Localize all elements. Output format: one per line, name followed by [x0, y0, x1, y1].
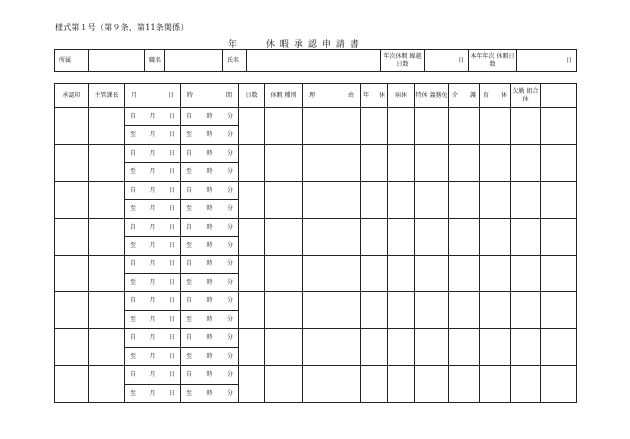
days-cell[interactable]: [239, 255, 265, 292]
hour-label: 時: [206, 297, 213, 305]
to-marker: 至: [130, 205, 137, 213]
month-label: 月: [149, 223, 156, 231]
header-childcare-left: 育: [483, 91, 490, 99]
care-leave-cell[interactable]: [449, 255, 480, 292]
absence-cell[interactable]: [511, 144, 541, 181]
header-time-right: 間: [225, 91, 232, 99]
applicant-info-table: [54, 49, 577, 72]
to-marker: 至: [186, 278, 193, 286]
approval-seal-cell[interactable]: [55, 255, 89, 292]
to-time-field[interactable]: [181, 347, 239, 365]
special-leave-cell[interactable]: [415, 366, 449, 403]
absence-cell[interactable]: [511, 329, 541, 366]
to-time-field[interactable]: [181, 237, 239, 255]
care-leave-cell[interactable]: [449, 292, 480, 329]
to-marker: 至: [186, 389, 193, 397]
leave-type-cell[interactable]: [265, 366, 303, 403]
minute-label: 分: [226, 278, 233, 286]
supervisor-cell[interactable]: [89, 144, 125, 181]
supervisor-cell[interactable]: [89, 292, 125, 329]
childcare-leave-cell[interactable]: [480, 366, 511, 403]
reason-cell[interactable]: [303, 329, 361, 366]
from-marker: 自: [130, 297, 137, 305]
header-days: 日数: [239, 84, 265, 108]
from-marker: 自: [186, 371, 193, 379]
department-field[interactable]: [89, 50, 145, 72]
from-time-field[interactable]: [181, 292, 239, 310]
from-marker: 自: [186, 223, 193, 231]
table-row: [55, 255, 577, 273]
day-label: 日: [168, 242, 175, 250]
supervisor-cell[interactable]: [89, 108, 125, 145]
header-annual-leave: [361, 84, 388, 108]
from-time-field[interactable]: [181, 108, 239, 126]
header-date: [125, 84, 181, 108]
care-leave-cell[interactable]: [449, 108, 480, 145]
special-leave-cell[interactable]: [415, 181, 449, 218]
approval-seal-cell[interactable]: [55, 108, 89, 145]
extra-cell[interactable]: [541, 181, 577, 218]
hour-label: 時: [206, 371, 213, 379]
position-label: 職名: [145, 50, 165, 72]
from-date-field[interactable]: [125, 366, 181, 384]
header-extra: [541, 84, 577, 108]
from-marker: 自: [186, 334, 193, 342]
hour-label: 時: [206, 334, 213, 342]
name-field[interactable]: [247, 50, 381, 72]
header-supervisor: 主管課長: [89, 84, 125, 108]
minute-label: 分: [226, 223, 233, 231]
day-label: 日: [168, 149, 175, 157]
day-label: 日: [168, 315, 175, 323]
header-month: 月: [131, 91, 138, 99]
table-row: [55, 108, 577, 126]
absence-cell[interactable]: [511, 108, 541, 145]
day-label: 日: [168, 186, 175, 194]
sick-leave-cell[interactable]: [388, 366, 415, 403]
to-date-field[interactable]: [125, 273, 181, 291]
day-label: 日: [168, 352, 175, 360]
from-marker: 自: [186, 149, 193, 157]
leave-type-cell[interactable]: [265, 218, 303, 255]
day-label: 日: [168, 297, 175, 305]
hour-label: 時: [206, 223, 213, 231]
header-childcare-right: 休: [500, 91, 507, 99]
supervisor-cell[interactable]: [89, 181, 125, 218]
header-care-right: 護: [469, 91, 476, 99]
from-marker: 自: [130, 186, 137, 194]
leave-type-cell[interactable]: [265, 108, 303, 145]
sick-leave-cell[interactable]: [388, 292, 415, 329]
from-marker: 自: [186, 260, 193, 268]
month-label: 月: [149, 112, 156, 120]
care-leave-cell[interactable]: [449, 218, 480, 255]
childcare-leave-cell[interactable]: [480, 329, 511, 366]
annual-leave-cell[interactable]: [361, 329, 388, 366]
from-time-field[interactable]: [181, 329, 239, 347]
from-date-field[interactable]: [125, 255, 181, 273]
name-label: 氏名: [223, 50, 247, 72]
minute-label: 分: [226, 315, 233, 323]
approval-seal-cell[interactable]: [55, 181, 89, 218]
day-label: 日: [168, 205, 175, 213]
extra-cell[interactable]: [541, 366, 577, 403]
header-annual-left: 年: [363, 91, 370, 99]
header-special-leave: 特休 義務免: [415, 84, 449, 108]
reason-cell[interactable]: [303, 292, 361, 329]
hour-label: 時: [206, 315, 213, 323]
approval-seal-cell[interactable]: [55, 366, 89, 403]
to-time-field[interactable]: [181, 126, 239, 144]
sick-leave-cell[interactable]: [388, 144, 415, 181]
special-leave-cell[interactable]: [415, 329, 449, 366]
days-cell[interactable]: [239, 144, 265, 181]
leave-type-cell[interactable]: [265, 292, 303, 329]
extra-cell[interactable]: [541, 292, 577, 329]
childcare-leave-cell[interactable]: [480, 255, 511, 292]
from-date-field[interactable]: [125, 181, 181, 199]
month-label: 月: [149, 186, 156, 194]
to-time-field[interactable]: [181, 273, 239, 291]
to-marker: 至: [186, 315, 193, 323]
minute-label: 分: [226, 112, 233, 120]
table-row: [55, 366, 577, 384]
current-leave-label: 本年年次 休暇日数: [469, 50, 517, 72]
leave-entries: [55, 108, 577, 403]
month-label: 月: [149, 131, 156, 139]
absence-cell[interactable]: [511, 366, 541, 403]
month-label: 月: [149, 278, 156, 286]
to-marker: 至: [186, 205, 193, 213]
leave-type-cell[interactable]: [265, 329, 303, 366]
to-marker: 至: [186, 131, 193, 139]
from-marker: 自: [130, 149, 137, 157]
to-date-field[interactable]: [125, 310, 181, 328]
extra-cell[interactable]: [541, 255, 577, 292]
current-leave-days-field[interactable]: 日: [517, 50, 577, 72]
from-date-field[interactable]: [125, 292, 181, 310]
from-time-field[interactable]: [181, 144, 239, 162]
month-label: 月: [149, 149, 156, 157]
month-label: 月: [149, 260, 156, 268]
minute-label: 分: [226, 205, 233, 213]
from-date-field[interactable]: [125, 108, 181, 126]
leave-type-cell[interactable]: [265, 144, 303, 181]
minute-label: 分: [226, 297, 233, 305]
leave-type-cell[interactable]: [265, 255, 303, 292]
sick-leave-cell[interactable]: [388, 329, 415, 366]
sick-leave-cell[interactable]: [388, 181, 415, 218]
from-marker: 自: [130, 112, 137, 120]
month-label: 月: [149, 352, 156, 360]
care-leave-cell[interactable]: [449, 144, 480, 181]
reason-cell[interactable]: [303, 366, 361, 403]
approval-seal-cell[interactable]: [55, 292, 89, 329]
table-row: [55, 218, 577, 236]
supervisor-cell[interactable]: [89, 218, 125, 255]
header-time-left: 時: [187, 91, 194, 99]
table-row: [55, 329, 577, 347]
reason-cell[interactable]: [303, 181, 361, 218]
month-label: 月: [149, 371, 156, 379]
absence-cell[interactable]: [511, 255, 541, 292]
to-time-field[interactable]: [181, 310, 239, 328]
to-marker: 至: [186, 352, 193, 360]
day-label: 日: [168, 371, 175, 379]
minute-label: 分: [226, 168, 233, 176]
header-leave-type: 休暇 種別: [265, 84, 303, 108]
to-marker: 至: [186, 242, 193, 250]
minute-label: 分: [226, 352, 233, 360]
table-row: [55, 181, 577, 199]
days-cell[interactable]: [239, 108, 265, 145]
annual-leave-cell[interactable]: [361, 181, 388, 218]
from-date-field[interactable]: [125, 218, 181, 236]
to-date-field[interactable]: [125, 384, 181, 402]
from-marker: 自: [130, 334, 137, 342]
header-absence: 欠勤 組合休: [511, 84, 541, 108]
childcare-leave-cell[interactable]: [480, 108, 511, 145]
hour-label: 時: [206, 278, 213, 286]
days-cell[interactable]: [239, 366, 265, 403]
special-leave-cell[interactable]: [415, 292, 449, 329]
from-marker: 自: [186, 112, 193, 120]
to-marker: 至: [130, 242, 137, 250]
extra-cell[interactable]: [541, 144, 577, 181]
childcare-leave-cell[interactable]: [480, 181, 511, 218]
minute-label: 分: [226, 131, 233, 139]
to-date-field[interactable]: [125, 237, 181, 255]
absence-cell[interactable]: [511, 292, 541, 329]
table-row: [55, 292, 577, 310]
to-marker: 至: [130, 315, 137, 323]
header-day: 日: [167, 91, 174, 99]
from-marker: 自: [186, 297, 193, 305]
minute-label: 分: [226, 260, 233, 268]
hour-label: 時: [206, 242, 213, 250]
hour-label: 時: [206, 389, 213, 397]
day-label: 日: [168, 334, 175, 342]
day-label: 日: [168, 389, 175, 397]
to-marker: 至: [130, 352, 137, 360]
hour-label: 時: [206, 352, 213, 360]
hour-label: 時: [206, 131, 213, 139]
reason-cell[interactable]: [303, 108, 361, 145]
header-sick-leave: 病休: [388, 84, 415, 108]
month-label: 月: [149, 168, 156, 176]
from-marker: 自: [130, 371, 137, 379]
header-childcare-leave: [480, 84, 511, 108]
to-date-field[interactable]: [125, 163, 181, 181]
sick-leave-cell[interactable]: [388, 255, 415, 292]
hour-label: 時: [206, 205, 213, 213]
to-marker: 至: [130, 389, 137, 397]
month-label: 月: [149, 205, 156, 213]
approval-seal-cell[interactable]: [55, 218, 89, 255]
header-reason-right: 由: [347, 91, 354, 99]
header-reason: [303, 84, 361, 108]
childcare-leave-cell[interactable]: [480, 144, 511, 181]
minute-label: 分: [226, 334, 233, 342]
header-reason-left: 理: [309, 91, 316, 99]
from-marker: 自: [130, 260, 137, 268]
form-number: 様式第１号（第９条、第11条関係）: [55, 23, 189, 32]
annual-leave-cell[interactable]: [361, 292, 388, 329]
day-label: 日: [168, 278, 175, 286]
to-marker: 至: [130, 131, 137, 139]
care-leave-cell[interactable]: [449, 366, 480, 403]
minute-label: 分: [226, 149, 233, 157]
minute-label: 分: [226, 371, 233, 379]
month-label: 月: [149, 389, 156, 397]
department-label: 所属: [55, 50, 89, 72]
from-marker: 自: [130, 223, 137, 231]
day-label: 日: [168, 112, 175, 120]
days-cell[interactable]: [239, 329, 265, 366]
special-leave-cell[interactable]: [415, 144, 449, 181]
title-year: 年: [228, 40, 238, 50]
from-time-field[interactable]: [181, 181, 239, 199]
header-annual-right: 休: [378, 91, 385, 99]
approval-seal-cell[interactable]: [55, 144, 89, 181]
annual-leave-cell[interactable]: [361, 255, 388, 292]
day-label: 日: [168, 260, 175, 268]
hour-label: 時: [206, 168, 213, 176]
special-leave-cell[interactable]: [415, 255, 449, 292]
to-time-field[interactable]: [181, 163, 239, 181]
approval-seal-cell[interactable]: [55, 329, 89, 366]
days-cell[interactable]: [239, 292, 265, 329]
hour-label: 時: [206, 149, 213, 157]
supervisor-cell[interactable]: [89, 366, 125, 403]
from-time-field[interactable]: [181, 218, 239, 236]
carryover-label: 年次休暇 繰越日数: [381, 50, 425, 72]
hour-label: 時: [206, 260, 213, 268]
carryover-days-field[interactable]: 日: [425, 50, 469, 72]
care-leave-cell[interactable]: [449, 329, 480, 366]
day-label: 日: [168, 223, 175, 231]
childcare-leave-cell[interactable]: [480, 292, 511, 329]
table-row: [55, 144, 577, 162]
reason-cell[interactable]: [303, 255, 361, 292]
minute-label: 分: [226, 242, 233, 250]
days-cell[interactable]: [239, 181, 265, 218]
from-time-field[interactable]: [181, 366, 239, 384]
leave-record-table: [54, 83, 577, 403]
extra-cell[interactable]: [541, 329, 577, 366]
supervisor-cell[interactable]: [89, 329, 125, 366]
minute-label: 分: [226, 186, 233, 194]
from-time-field[interactable]: [181, 255, 239, 273]
title-text: 休暇承認申請書: [265, 40, 364, 50]
sick-leave-cell[interactable]: [388, 218, 415, 255]
from-date-field[interactable]: [125, 144, 181, 162]
month-label: 月: [149, 315, 156, 323]
care-leave-cell[interactable]: [449, 181, 480, 218]
header-care-leave: [449, 84, 480, 108]
from-date-field[interactable]: [125, 329, 181, 347]
hour-label: 時: [206, 112, 213, 120]
from-marker: 自: [186, 186, 193, 194]
month-label: 月: [149, 334, 156, 342]
extra-cell[interactable]: [541, 108, 577, 145]
header-approval-seal: 承認印: [55, 84, 89, 108]
annual-leave-cell[interactable]: [361, 218, 388, 255]
header-care-left: 介: [452, 91, 459, 99]
supervisor-cell[interactable]: [89, 255, 125, 292]
position-field[interactable]: [165, 50, 223, 72]
to-marker: 至: [130, 278, 137, 286]
hour-label: 時: [206, 186, 213, 194]
annual-leave-cell[interactable]: [361, 108, 388, 145]
to-date-field[interactable]: [125, 126, 181, 144]
day-label: 日: [168, 131, 175, 139]
to-marker: 至: [186, 168, 193, 176]
special-leave-cell[interactable]: [415, 218, 449, 255]
absence-cell[interactable]: [511, 218, 541, 255]
absence-cell[interactable]: [511, 181, 541, 218]
reason-cell[interactable]: [303, 144, 361, 181]
month-label: 月: [149, 242, 156, 250]
leave-type-cell[interactable]: [265, 181, 303, 218]
annual-leave-cell[interactable]: [361, 366, 388, 403]
to-date-field[interactable]: [125, 200, 181, 218]
days-cell[interactable]: [239, 218, 265, 255]
special-leave-cell[interactable]: [415, 108, 449, 145]
childcare-leave-cell[interactable]: [480, 218, 511, 255]
to-date-field[interactable]: [125, 347, 181, 365]
extra-cell[interactable]: [541, 218, 577, 255]
to-time-field[interactable]: [181, 384, 239, 402]
month-label: 月: [149, 297, 156, 305]
header-time: [181, 84, 239, 108]
day-label: 日: [168, 168, 175, 176]
to-marker: 至: [130, 168, 137, 176]
annual-leave-cell[interactable]: [361, 144, 388, 181]
to-time-field[interactable]: [181, 200, 239, 218]
minute-label: 分: [226, 389, 233, 397]
sick-leave-cell[interactable]: [388, 108, 415, 145]
reason-cell[interactable]: [303, 218, 361, 255]
